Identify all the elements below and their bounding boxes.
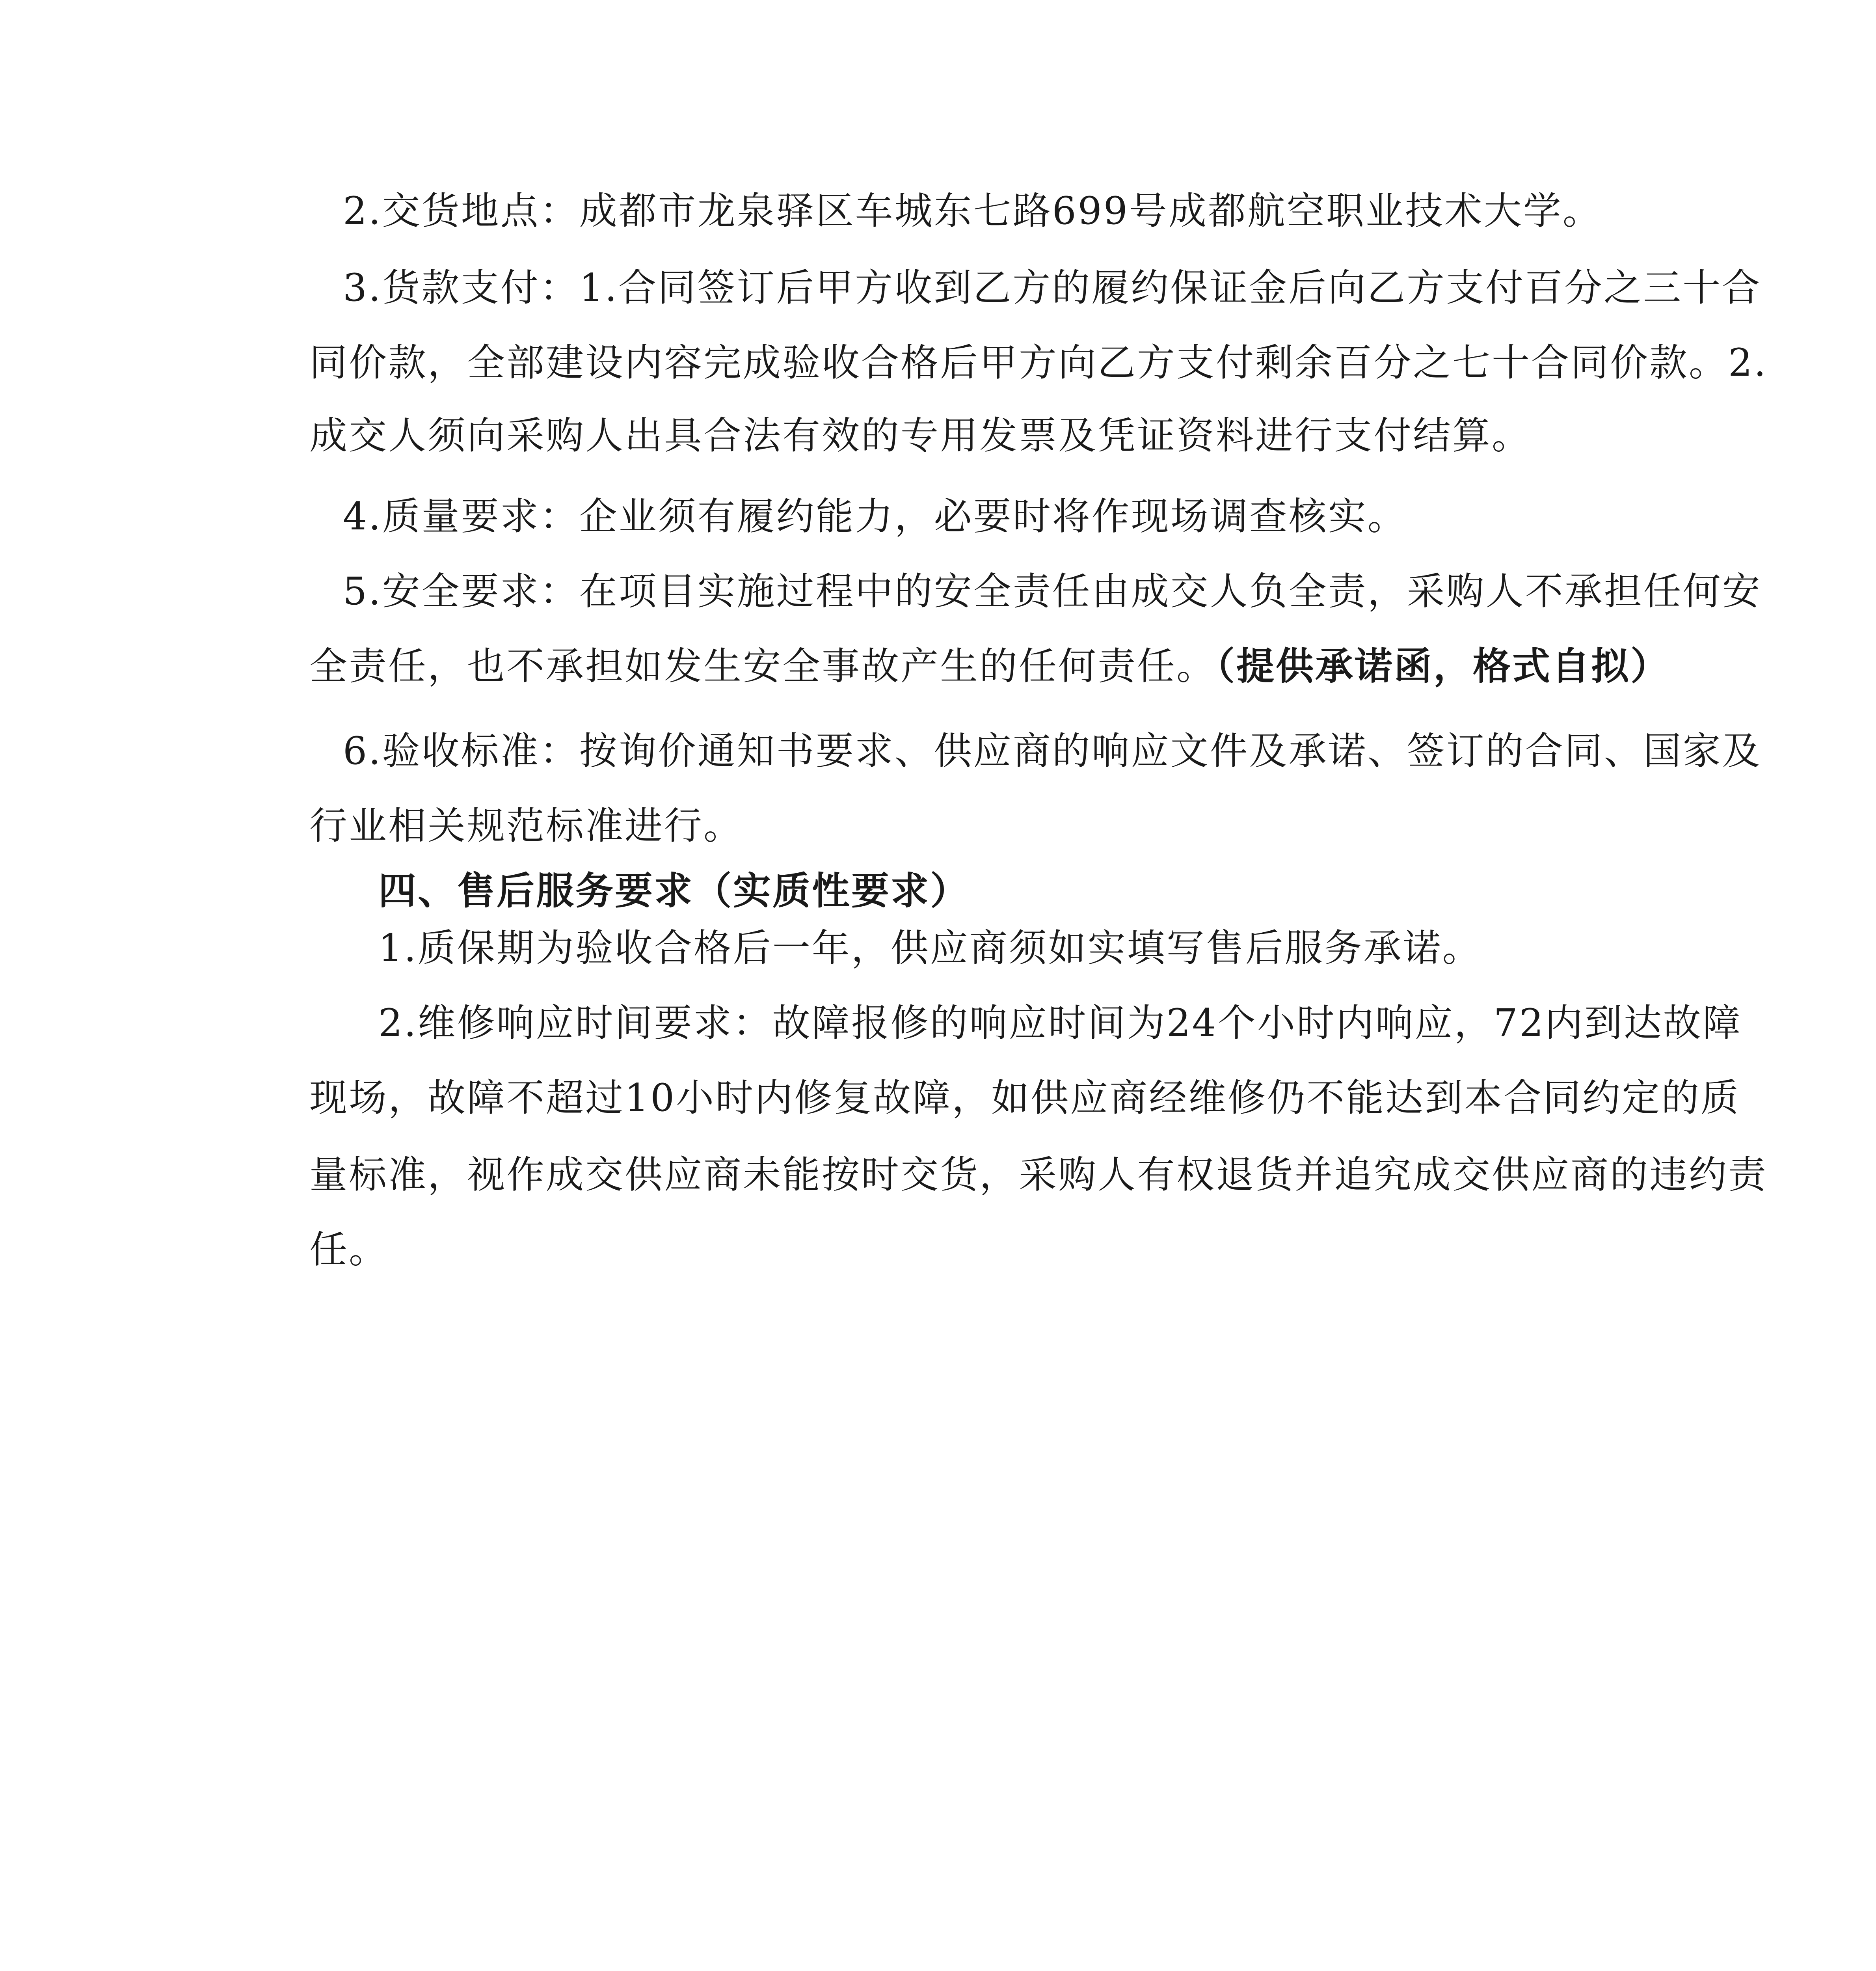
section-heading-after-sales: 四、售后服务要求（实质性要求） xyxy=(378,868,970,913)
warranty-line: 1.质保期为验收合格后一年，供应商须如实填写售后服务承诺。 xyxy=(378,926,1482,970)
safety-requirement-line-1: 5.安全要求：在项目实施过程中的安全责任由成交人负全责，采购人不承担任何安 xyxy=(343,569,1762,613)
repair-response-line-1: 2.维修响应时间要求：故障报修的响应时间为24个小时内响应，72内到达故障 xyxy=(378,1001,1742,1045)
payment-line-2: 同价款，全部建设内容完成验收合格后甲方向乙方支付剩余百分之七十合同价款。2. xyxy=(309,341,1768,385)
payment-line-1: 3.货款支付：1.合同签订后甲方收到乙方的履约保证金后向乙方支付百分之三十合 xyxy=(343,266,1762,310)
repair-response-line-2: 现场，故障不超过10小时内修复故障，如供应商经维修仍不能达到本合同约定的质 xyxy=(309,1076,1740,1120)
repair-response-line-4: 任。 xyxy=(309,1228,388,1272)
acceptance-standard-line-1: 6.验收标准：按询价通知书要求、供应商的响应文件及承诺、签订的合同、国家及 xyxy=(343,729,1762,773)
safety-requirement-text: 全责任，也不承担如发生安全事故产生的任何责任。 xyxy=(309,644,1216,688)
payment-line-3: 成交人须向采购人出具合法有效的专用发票及凭证资料进行支付结算。 xyxy=(309,414,1531,458)
delivery-location-line: 2.交货地点：成都市龙泉驿区车城东七路699号成都航空职业技术大学。 xyxy=(343,189,1602,233)
repair-response-line-3: 量标准，视作成交供应商未能按时交货，采购人有权退货并追究成交供应商的违约责 xyxy=(309,1153,1768,1197)
quality-requirement-line: 4.质量要求：企业须有履约能力，必要时将作现场调查核实。 xyxy=(343,494,1407,538)
commitment-note: （提供承诺函，格式自拟） xyxy=(1216,644,1670,688)
safety-requirement-line-2 xyxy=(309,641,1670,692)
acceptance-standard-line-2: 行业相关规范标准进行。 xyxy=(309,804,743,848)
